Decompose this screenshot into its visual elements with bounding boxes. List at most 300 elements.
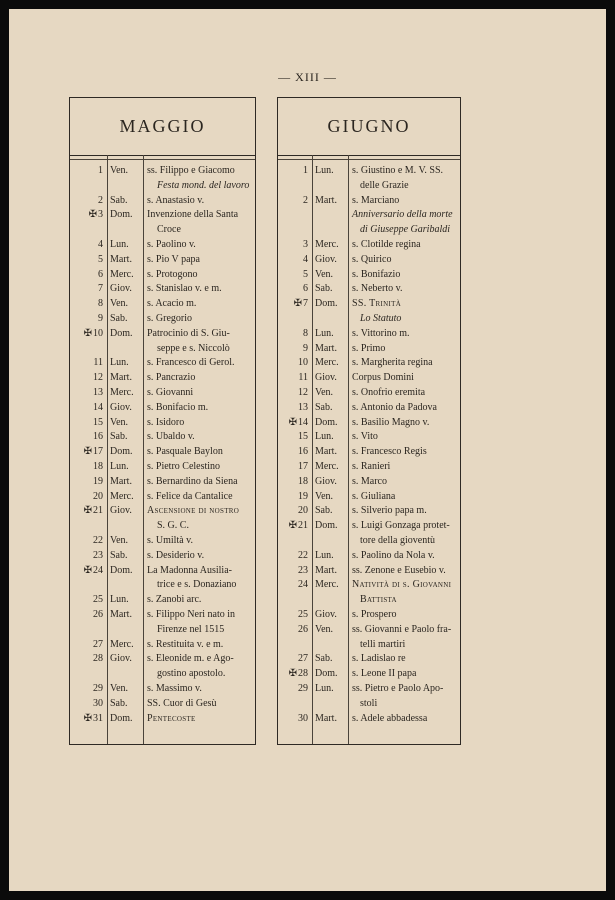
saint-entry-line: s. Marciano (352, 194, 400, 206)
saint-entry-line: s. Primo (352, 342, 386, 354)
day-number (70, 238, 103, 253)
weekday: Dom. (110, 564, 133, 576)
day-number-text: 26 (93, 609, 103, 620)
weekday: Giov. (315, 253, 337, 265)
saint-entry-line: s. Luigi Gonzaga protet- (352, 520, 450, 532)
saint-entry-line: tore della gioventù (360, 534, 435, 546)
saint-entry-line: telli martiri (360, 638, 406, 650)
day-number-text: 9 (303, 342, 308, 354)
saint-entry (147, 356, 234, 371)
day-number (278, 297, 308, 312)
calendar-maggio (69, 97, 256, 745)
day-number (70, 549, 103, 564)
weekday: Dom. (315, 416, 338, 428)
saint-entry (352, 297, 401, 327)
saint-entry-line: S. G. C. (157, 520, 189, 532)
day-number-text: 22 (298, 549, 308, 561)
day-number (70, 401, 103, 416)
saint-entry-line: s. Neberto v. (352, 283, 403, 295)
day-number (70, 638, 103, 653)
saint-entry-line: s. Massimo v. (147, 683, 202, 694)
weekday: Dom. (110, 446, 133, 458)
day-number (70, 460, 103, 475)
holy-day-cross-icon: ✠ (83, 564, 92, 576)
divider (278, 159, 460, 160)
weekday: Dom. (315, 298, 338, 310)
day-number-text: 8 (98, 298, 103, 310)
day-number (278, 578, 308, 593)
weekday: Merc. (110, 490, 134, 502)
saint-entry-line: s. Acacio m. (147, 298, 197, 310)
day-number (278, 416, 308, 431)
saint-entry (352, 253, 391, 268)
day-number-text: 18 (298, 475, 308, 487)
day-number-text: 22 (93, 535, 103, 546)
saint-entry-line: s. Desiderio v. (147, 549, 205, 561)
weekday: Merc. (315, 579, 339, 591)
day-number-text: 8 (303, 327, 308, 339)
saint-entry-line: s. Felice da Cantalice (147, 490, 233, 502)
saint-entry-line: s. Antonio da Padova (352, 401, 437, 413)
saint-entry (147, 164, 249, 194)
day-number (278, 490, 308, 505)
weekday: Sab. (315, 653, 333, 665)
day-number (278, 386, 308, 401)
saint-entry-line: s. Marco (352, 475, 387, 487)
weekday: Giov. (315, 609, 337, 620)
holy-day-cross-icon: ✠ (83, 712, 92, 724)
weekday: Ven. (110, 535, 129, 546)
weekday: Mart. (315, 712, 337, 724)
day-number-text: 12 (93, 372, 103, 384)
saint-entry-line: Corpus Domini (352, 372, 414, 384)
holy-day-cross-icon: ✠ (83, 446, 92, 458)
day-number-text: 29 (93, 683, 103, 694)
weekday: Ven. (315, 623, 334, 635)
saint-entry (147, 445, 223, 460)
day-number (278, 342, 308, 357)
day-number (70, 327, 103, 342)
day-number-text: 18 (93, 461, 103, 472)
saint-entry-line: di Giuseppe Garibaldi (360, 224, 450, 236)
weekday: Mart. (110, 609, 132, 620)
saint-entry-line: s. Protogono (147, 268, 198, 280)
day-number-text: 20 (93, 490, 103, 502)
weekday: Sab. (110, 431, 128, 443)
saint-entry (352, 549, 435, 564)
weekday: Mart. (110, 475, 132, 487)
saint-entry-line: s. Prospero (352, 609, 397, 620)
day-number (278, 194, 308, 209)
weekday: Lun. (315, 165, 334, 176)
saint-entry (352, 460, 390, 475)
weekday: Sab. (110, 697, 128, 709)
weekday: Merc. (315, 239, 339, 250)
day-number (70, 194, 103, 209)
saint-entry (352, 475, 387, 490)
day-number-text: 24 (93, 564, 103, 576)
holy-day-cross-icon: ✠ (293, 298, 302, 310)
saint-entry (352, 416, 429, 431)
saint-entry (147, 194, 204, 209)
day-number (278, 268, 308, 283)
weekday: Giov. (315, 372, 337, 384)
saint-entry (352, 608, 396, 623)
saint-entry-line: ss. Zenone e Eusebio v. (352, 564, 446, 576)
saint-entry (147, 312, 192, 327)
saint-entry-line: Lo Statuto (360, 312, 402, 324)
saint-entry-line: s. Leone II papa (352, 668, 417, 680)
day-number-text: 4 (98, 239, 103, 250)
day-number-text: 16 (93, 431, 103, 443)
weekday: Dom. (110, 327, 133, 339)
day-number (278, 504, 308, 519)
saint-entry-line: s. Onofrio eremita (352, 387, 426, 398)
holy-day-cross-icon: ✠ (83, 327, 92, 339)
saint-entry-line: seppe e s. Niccolò (157, 342, 230, 354)
day-number (278, 623, 308, 638)
day-number-text: 5 (303, 268, 308, 280)
day-number-text: 16 (298, 446, 308, 458)
holy-day-cross-icon: ✠ (88, 209, 97, 221)
holy-day-cross-icon: ✠ (83, 505, 92, 517)
day-number (70, 297, 103, 312)
saint-entry-line: s. Pietro Celestino (147, 461, 221, 472)
day-number (278, 445, 308, 460)
day-number-text: 9 (98, 313, 103, 324)
saint-entry (352, 682, 443, 712)
saint-entry-line: ss. Filippo e Giacomo (147, 165, 235, 176)
day-number (70, 371, 103, 386)
saint-entry-line: s. Eleonide m. e Ago- (147, 653, 234, 665)
day-number-text: 6 (98, 268, 103, 280)
divider (312, 155, 313, 744)
saint-entry-line: delle Grazie (360, 179, 409, 191)
divider (348, 155, 349, 744)
saint-entry-line: stoli (360, 697, 378, 709)
saint-entry (352, 371, 414, 386)
day-number-text: 14 (298, 416, 308, 428)
holy-day-cross-icon: ✠ (288, 520, 297, 532)
saint-entry-line: s. Umiltà v. (147, 535, 194, 546)
day-number (70, 697, 103, 712)
weekday: Lun. (110, 357, 129, 369)
saint-entry (352, 386, 425, 401)
day-number-text: 6 (303, 283, 308, 295)
day-number (278, 253, 308, 268)
saint-entry (147, 638, 223, 653)
day-number-text: 11 (93, 357, 103, 369)
saint-entry-line: s. Vito (352, 431, 378, 443)
day-number-text: 26 (298, 623, 308, 635)
divider (107, 155, 108, 744)
weekday: Giov. (110, 283, 132, 295)
saint-entry (147, 282, 222, 297)
saint-entry (147, 371, 195, 386)
saint-entry (147, 697, 216, 712)
divider (70, 159, 255, 160)
day-number-text: 27 (298, 653, 308, 665)
saint-entry (147, 504, 239, 534)
day-number-text: 1 (303, 165, 308, 176)
saint-entry-line: Invenzione della Santa (147, 209, 239, 221)
saint-entry-line: s. Pancrazio (147, 372, 196, 384)
saint-entry-line: s. Margherita regina (352, 357, 433, 369)
saint-entry-line: Anniversario della morte (352, 209, 453, 221)
saint-entry (147, 608, 235, 638)
saint-entry (352, 342, 385, 357)
day-number-text: 2 (303, 194, 308, 206)
day-number (278, 608, 308, 623)
day-number-text: 7 (98, 283, 103, 295)
saint-entry-line: Ascensione di nostro (147, 505, 240, 517)
saint-entry-line: trice e s. Donaziano (157, 579, 237, 591)
saint-entry (352, 238, 421, 253)
day-number (70, 593, 103, 608)
weekday: Giov. (110, 505, 132, 517)
day-number-text: 10 (93, 327, 103, 339)
saint-entry-line: s. Francesco di Gerol. (147, 357, 235, 369)
weekday: Ven. (110, 298, 129, 310)
saint-entry-line: ss. Pietro e Paolo Apo- (352, 683, 444, 694)
day-number-text: 28 (93, 653, 103, 665)
saint-entry (352, 578, 451, 608)
saint-entry (352, 356, 433, 371)
book-page (9, 9, 606, 891)
day-number (278, 164, 308, 179)
day-number (70, 253, 103, 268)
month-title: GIUGNO (278, 98, 460, 156)
saint-entry (352, 667, 416, 682)
saint-entry (352, 194, 453, 238)
day-number (70, 312, 103, 327)
saint-entry-line: s. Giuliana (352, 490, 396, 502)
day-number (278, 356, 308, 371)
day-number (70, 564, 103, 579)
saint-entry-line: s. Anastasio v. (147, 194, 205, 206)
day-number (278, 460, 308, 475)
saint-entry (147, 401, 208, 416)
day-number (278, 564, 308, 579)
day-number (278, 519, 308, 534)
weekday: Merc. (110, 638, 134, 650)
saint-entry (147, 386, 193, 401)
saint-entry-line: s. Zanobi arc. (147, 594, 202, 606)
day-number (70, 208, 103, 223)
saint-entry-line: s. Paolino v. (147, 239, 196, 250)
day-number (70, 356, 103, 371)
weekday: Giov. (110, 653, 132, 665)
saint-entry-line: s. Adele abbadessa (352, 712, 428, 724)
saint-entry-line: s. Bonifacio m. (147, 401, 209, 413)
weekday: Merc. (315, 461, 339, 472)
day-number (70, 608, 103, 623)
weekday: Mart. (315, 564, 337, 576)
saint-entry (147, 327, 230, 357)
weekday: Ven. (110, 165, 129, 176)
day-number (278, 430, 308, 445)
day-number (278, 327, 308, 342)
saint-entry-line: Natività di s. Giovanni (352, 579, 452, 591)
weekday: Sab. (315, 505, 333, 517)
day-number-text: 3 (98, 209, 103, 221)
weekday: Sab. (110, 549, 128, 561)
day-number-text: 5 (98, 253, 103, 265)
saint-entry (147, 460, 220, 475)
day-number (70, 490, 103, 505)
day-number (278, 401, 308, 416)
saint-entry (147, 208, 238, 238)
saint-entry-line: s. Stanislao v. e m. (147, 283, 222, 295)
weekday: Mart. (315, 194, 337, 206)
day-number-text: 15 (298, 431, 308, 443)
saint-entry (147, 416, 184, 431)
weekday: Lun. (110, 239, 129, 250)
weekday: Giov. (110, 401, 132, 413)
weekday: Mart. (315, 342, 337, 354)
weekday: Lun. (315, 431, 334, 443)
saint-entry-line: s. Pio V papa (147, 253, 200, 265)
day-number (70, 386, 103, 401)
saint-entry-line: gostino apostolo. (157, 668, 226, 680)
day-number-text: 13 (93, 387, 103, 398)
weekday: Dom. (315, 668, 338, 680)
saint-entry-line: s. Silverio papa m. (352, 505, 427, 517)
day-number-text: 23 (93, 549, 103, 561)
saint-entry (147, 238, 196, 253)
day-number (70, 282, 103, 297)
saint-entry-line: s. Francesco Regis (352, 446, 427, 458)
weekday: Lun. (315, 683, 334, 694)
saint-entry (352, 401, 437, 416)
saint-entry (352, 652, 406, 667)
holy-day-cross-icon: ✠ (288, 668, 297, 680)
saint-entry-line: s. Paolino da Nola v. (352, 549, 435, 561)
weekday: Merc. (315, 357, 339, 369)
weekday: Sab. (315, 401, 333, 413)
saint-entry (352, 164, 443, 194)
day-number-text: 7 (303, 298, 308, 310)
saint-entry (147, 253, 200, 268)
day-number (278, 712, 308, 727)
saint-entry (352, 268, 400, 283)
saint-entry (147, 564, 236, 594)
saint-entry-line: s. Ladislao re (352, 653, 406, 665)
day-number (278, 282, 308, 297)
saint-entry (147, 652, 234, 682)
saint-entry-line: SS. Trinità (352, 298, 402, 310)
saint-entry (147, 712, 196, 727)
saint-entry-line: s. Filippo Neri nato in (147, 609, 236, 620)
day-number (70, 504, 103, 519)
day-number (70, 445, 103, 460)
day-number (70, 416, 103, 431)
page-number: — XIII — (278, 70, 337, 84)
weekday: Lun. (315, 327, 334, 339)
saint-entry-line: s. Pasquale Baylon (147, 446, 223, 458)
saint-entry (352, 282, 402, 297)
day-number (278, 549, 308, 564)
saint-entry-line: s. Bernardino da Siena (147, 475, 238, 487)
day-number (70, 534, 103, 549)
day-number (70, 164, 103, 179)
day-number (278, 667, 308, 682)
day-number-text: 17 (93, 446, 103, 458)
saint-entry (352, 430, 378, 445)
day-number-text: 12 (298, 387, 308, 398)
day-number-text: 17 (298, 461, 308, 472)
day-number (278, 371, 308, 386)
saint-entry (352, 490, 395, 505)
day-number (278, 475, 308, 490)
day-number-text: 27 (93, 638, 103, 650)
day-number (70, 712, 103, 727)
weekday: Sab. (110, 313, 128, 324)
weekday: Merc. (110, 268, 134, 280)
weekday: Giov. (315, 475, 337, 487)
day-number-text: 19 (298, 490, 308, 502)
saint-entry-line: s. Giovanni (147, 387, 194, 398)
day-number-text: 25 (298, 609, 308, 620)
saint-entry-line: s. Vittorino m. (352, 327, 410, 339)
saint-entry-line: s. Giustino e M. V. SS. (352, 165, 444, 176)
day-number-text: 21 (298, 520, 308, 532)
day-number (70, 268, 103, 283)
weekday: Ven. (315, 490, 334, 502)
saint-entry-line: s. Ubaldo v. (147, 431, 195, 443)
day-number-text: 11 (298, 372, 308, 384)
day-number-text: 28 (298, 668, 308, 680)
weekday: Dom. (110, 209, 133, 221)
month-title: MAGGIO (70, 98, 255, 156)
saint-entry-line: s. Quirico (352, 253, 392, 265)
saint-entry-line: SS. Cuor di Gesù (147, 697, 217, 709)
saint-entry (147, 534, 193, 549)
saint-entry (352, 712, 427, 727)
weekday: Sab. (315, 283, 333, 295)
weekday: Ven. (315, 268, 334, 280)
day-number-text: 1 (98, 165, 103, 176)
saint-entry (352, 564, 446, 579)
saint-entry (352, 519, 450, 549)
day-number-text: 10 (298, 357, 308, 369)
day-number-text: 4 (303, 253, 308, 265)
saint-entry (147, 297, 196, 312)
day-number-text: 15 (93, 416, 103, 428)
saint-entry-line: s. Clotilde regina (352, 239, 421, 250)
saint-entry (147, 268, 198, 283)
weekday: Lun. (110, 461, 129, 472)
saint-entry-line: Patrocinio di S. Giu- (147, 327, 230, 339)
day-number-text: 29 (298, 683, 308, 694)
saint-entry-line: Festa mond. del lavoro (157, 179, 250, 191)
weekday: Mart. (110, 253, 132, 265)
day-number-text: 13 (298, 401, 308, 413)
saint-entry-line: s. Ranieri (352, 461, 391, 472)
day-number-text: 25 (93, 594, 103, 606)
day-number (70, 652, 103, 667)
day-number (70, 430, 103, 445)
saint-entry (352, 623, 451, 653)
saint-entry-line: ss. Giovanni e Paolo fra- (352, 623, 452, 635)
saint-entry-line: s. Gregorio (147, 313, 192, 324)
saint-entry (147, 682, 202, 697)
saint-entry-line: Battista (360, 594, 397, 606)
divider (143, 155, 144, 744)
weekday: Ven. (315, 387, 334, 398)
day-number (70, 475, 103, 490)
weekday: Dom. (315, 520, 338, 532)
